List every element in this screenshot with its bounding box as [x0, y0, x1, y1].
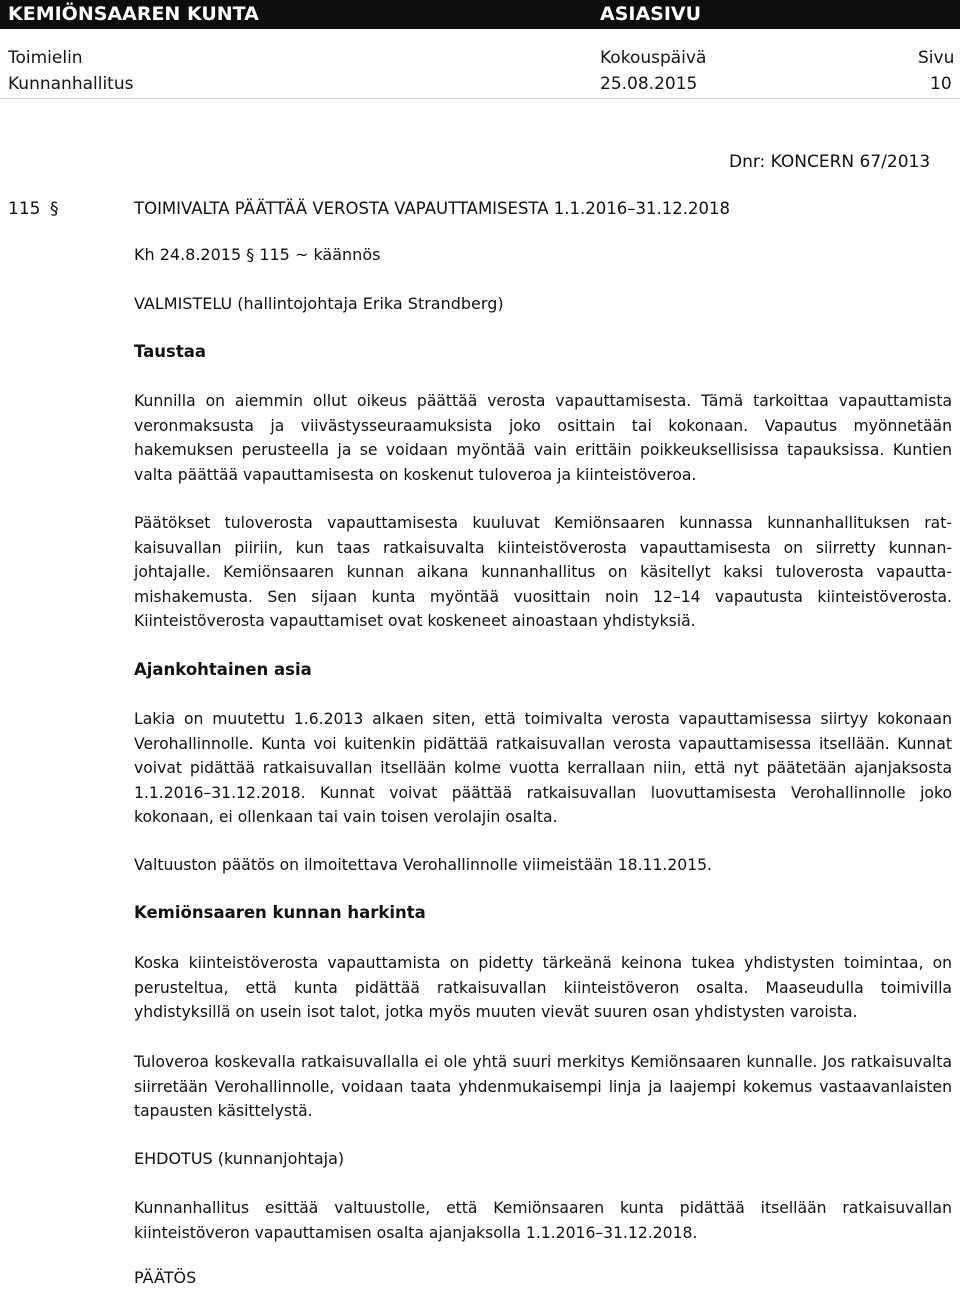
item-title: TOIMIVALTA PÄÄTTÄÄ VEROSTA VAPAUTTAMISESTA 1.1.2016–31.12.2018 — [134, 199, 730, 218]
page-label: Sivu — [918, 48, 955, 68]
proposal-text: Kunnanhallitus esittää valtuustolle, että Kemiönsaaren kunta pidättää itsellään ratkaisuvallan kiinteistöveron vapauttamisen osalta ajanjaksolla 1.1.2016–31.12.2018. — [134, 1199, 952, 1242]
assessment-paragraph-1: Koska kiinteistöverosta vapauttamista on pidetty tärkeänä keinona tukea yhdistysten toimintaa, on perusteltua, että kunta pidättää ratkaisuvallan kiinteistöveron osalta. Maaseudulla toimivilla yhdistyksillä on usein isot talot, jotka myös muuten vievät suuren osan yhdistysten varoista. — [134, 954, 952, 1021]
municipality-name: KEMIÖNSAAREN KUNTA — [8, 3, 259, 25]
diary-number: Dnr: KONCERN 67/2013 — [729, 152, 931, 172]
meeting-date-value: 25.08.2015 — [600, 74, 698, 94]
item-number: 115 — [8, 199, 41, 219]
proposal-heading: EHDOTUS (kunnanjohtaja) — [134, 1149, 345, 1168]
background-paragraph-2: Päätökset tuloverosta vapauttamisesta kuuluvat Kemiönsaaren kunnassa kunnanhallituksen ratkaisuvallan piiriin, kun taas ratkaisuvalta kiinteistöverosta vapauttamisesta on siirretty kunnanjohtajalle. Kemiönsaaren kunnan aikana kunnanhallitus on käsitellyt kaksi tuloverosta vapauttamishakemusta. Sen sijaan kunta myöntää vuosittain noin 12–14 vapautusta kiinteistöverosta. Kiinteistöverosta vapauttamiset ovat koskeneet ainoastaan yhdistyksiä. — [134, 514, 952, 630]
current-heading: Ajankohtainen asia — [134, 660, 312, 679]
current-paragraph-1: Lakia on muutettu 1.6.2013 alkaen siten, että toimivalta verosta vapauttamisessa siirtyy kokonaan Verohallinnolle. Kunta voi kuitenkin pidättää ratkaisuvallan verosta vapauttamisessa itsellään. Kunnat voivat pidättää ratkaisuvallan itsellään kolme vuotta kerrallaan niin, että nyt päätetään ajanjaksosta 1.1.2016–31.12.2018. Kunnat voivat päättää ratkaisuvallan luovuttamisesta Verohallinnolle joko kokonaan, ei ollenkaan tai vain toisen verolajin osalta. — [134, 710, 952, 826]
background-heading: Taustaa — [134, 342, 206, 361]
page-number: 10 — [930, 74, 952, 94]
preparer-line: VALMISTELU (hallintojohtaja Erika Strandberg) — [134, 294, 504, 313]
organ-label: Toimielin — [8, 48, 83, 68]
meeting-date-label: Kokouspäivä — [600, 48, 707, 68]
decision-heading: PÄÄTÖS — [134, 1268, 197, 1287]
document-header-bar — [0, 0, 960, 29]
header-divider — [0, 98, 960, 99]
assessment-heading: Kemiönsaaren kunnan harkinta — [134, 903, 426, 922]
document-type: ASIASIVU — [600, 3, 702, 25]
background-paragraph-1: Kunnilla on aiemmin ollut oikeus päättää verosta vapauttamisesta. Tämä tarkoittaa vapauttamista veronmaksusta ja viivästysseuraamuksista joko osittain tai kokonaan. Vapautus myönnetään hakemuksen perusteella ja se voidaan myöntää vain erittäin poikkeuksellisissa tapauksissa. Kuntien valta päättää vapauttamisesta on koskenut tuloveroa ja kiinteistöveroa. — [134, 392, 952, 484]
kh-reference: Kh 24.8.2015 § 115 ~ käännös — [134, 245, 381, 264]
organ-value: Kunnanhallitus — [8, 74, 134, 94]
assessment-paragraph-2: Tuloveroa koskevalla ratkaisuvallalla ei ole yhtä suuri merkitys Kemiönsaaren kunnalle. Jos ratkaisuvalta siirretään Verohallinnolle, voidaan taata yhdenmukaisempi linja ja laajempi kokemus vastaavanlaisten tapausten käsittelystä. — [134, 1053, 952, 1120]
current-paragraph-2: Valtuuston päätös on ilmoitettava Verohallinnolle viimeistään 18.11.2015. — [134, 856, 712, 874]
section-sign: § — [50, 199, 59, 219]
